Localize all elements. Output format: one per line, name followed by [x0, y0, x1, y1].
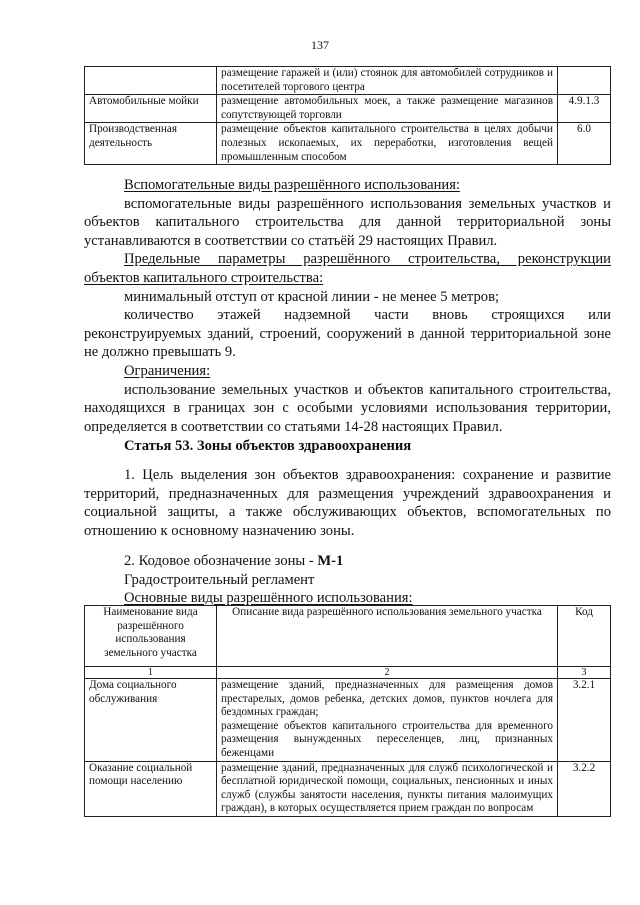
- description-paragraph: размещение объектов капитального строительства для временного размещения вынужденных переселенцев, лиц, признанных беженцами: [221, 719, 553, 759]
- table-row: [85, 761, 611, 816]
- column-number: 2: [217, 667, 558, 679]
- land-use-table-continued: [84, 66, 611, 165]
- zone-code-label: 2. Кодовое обозначение зоны -: [124, 553, 318, 569]
- text-line: находящихся в границах зон с особыми условиями использования территории,: [84, 400, 611, 417]
- header-code: Код: [558, 606, 611, 667]
- table-row: [85, 123, 611, 165]
- use-code-cell: 3.2.2: [558, 761, 611, 816]
- main-uses-table: [84, 605, 611, 817]
- text-line: реконструируемых зданий, строений, сооружений в данной территориальной зоне: [84, 325, 611, 342]
- text-line: вспомогательные виды разрешённого использования земельных участков и: [124, 195, 611, 212]
- text-line: использование земельных участков и объектов капитального строительства,: [124, 381, 611, 398]
- article-title: Статья 53. Зоны объектов здравоохранения: [124, 438, 412, 454]
- column-number: 1: [85, 667, 217, 679]
- text-line: объектов капитального строительства для данной территориальной зоны: [84, 214, 611, 231]
- use-code-cell: 3.2.1: [558, 679, 611, 762]
- table-header-row: [85, 606, 611, 667]
- description-paragraph: размещение зданий, предназначенных для размещения домов престарелых, домов ребенка, детских домов, пунктов ночлега для бездомных граждан;: [221, 679, 553, 719]
- limits-heading-cont: объектов капитального строительства:: [84, 269, 324, 286]
- use-description-cell: [217, 679, 558, 762]
- auxiliary-uses-section: [84, 176, 611, 436]
- use-description-cell: размещение гаражей и (или) стоянок для автомобилей сотрудников и посетителей торгового центра: [217, 67, 558, 95]
- text-line: минимальный отступ от красной линии - не менее 5 метров;: [124, 288, 500, 305]
- text-line: не должно превышать 9.: [84, 344, 236, 361]
- page-number: 137: [311, 38, 329, 52]
- text-line: количество этажей надземной части вновь строящихся или: [124, 307, 611, 324]
- main-uses-heading: Основные виды разрешённого использования:: [124, 590, 413, 607]
- use-name-cell: [85, 67, 217, 95]
- use-name-cell: Дома социального обслуживания: [85, 679, 217, 762]
- text-line: устанавливаются в соответствии со статьёй 29 настоящих Правил.: [84, 232, 498, 249]
- column-numbers-row: [85, 667, 611, 679]
- use-code-cell: [558, 67, 611, 95]
- use-description-cell: размещение объектов капитального строительства в целях добычи полезных ископаемых, их переработки, изготовления вещей промышленным способом: [217, 123, 558, 165]
- text-line: определяется в соответствии со статьями 14-28 настоящих Правил.: [84, 418, 503, 435]
- text-line: 1. Цель выделения зон объектов здравоохранения: сохранение и развитие: [124, 467, 611, 483]
- use-name-cell: Оказание социальной помощи населению: [85, 761, 217, 816]
- use-name-cell: Производственная деятельность: [85, 123, 217, 165]
- table-row: [85, 95, 611, 123]
- auxiliary-uses-heading: Вспомогательные виды разрешённого использования:: [124, 177, 460, 193]
- use-code-cell: 4.9.1.3: [558, 95, 611, 123]
- regulation-label: Градостроительный регламент: [124, 571, 315, 588]
- table-row: [85, 679, 611, 762]
- text-line: социальной защиты, а также обслуживающих объектов, вспомогательных по: [84, 504, 611, 521]
- text-line: отношению к основному назначению зоны.: [84, 522, 355, 539]
- table-row: [85, 67, 611, 95]
- header-name: Наименование вида разрешённого использования земельного участка: [85, 606, 217, 667]
- header-description: Описание вида разрешённого использования земельного участка: [217, 606, 558, 667]
- use-code-cell: 6.0: [558, 123, 611, 165]
- text-line: территорий, предназначенных для размещения учреждений здравоохранения и: [84, 485, 611, 502]
- column-number: 3: [558, 667, 611, 679]
- use-name-cell: Автомобильные мойки: [85, 95, 217, 123]
- zone-code: М-1: [317, 553, 344, 569]
- limits-heading: Предельные параметры разрешённого строительства, реконструкции: [124, 251, 611, 268]
- zone-info: [84, 552, 611, 608]
- use-description-cell: размещение автомобильных моек, а также размещение магазинов сопутствующей торговли: [217, 95, 558, 123]
- restrictions-heading: Ограничения:: [124, 362, 211, 379]
- article-purpose: [84, 466, 611, 540]
- use-description-cell: размещение зданий, предназначенных для служб психологической и бесплатной юридической помощи, социальных, пенсионных и иных служб (службы занятости населения, пункты питания малоимущих граждан), в которых осуществляется прием граждан по вопросам: [217, 761, 558, 816]
